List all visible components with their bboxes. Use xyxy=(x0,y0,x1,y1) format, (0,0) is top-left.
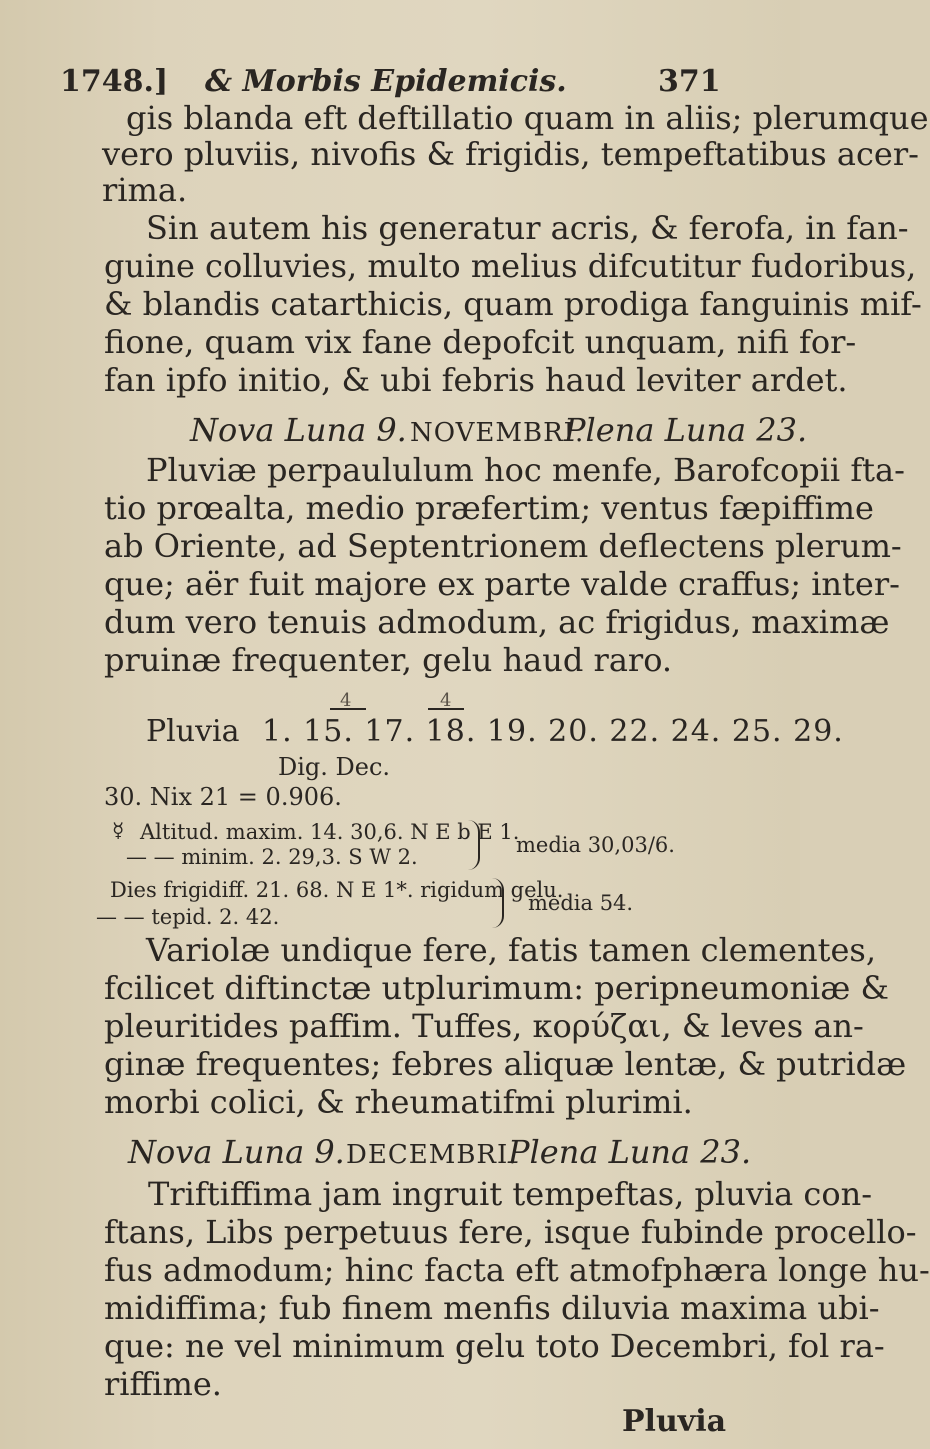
para5-line-1: Triftiffima jam ingruit tempeftas, pluvia con- xyxy=(148,1175,872,1213)
para4-line-5: morbi colici, & rheumatifmi plurimi. xyxy=(104,1083,693,1121)
weather-symbol-line xyxy=(330,708,366,710)
weather-symbol-label: 4 xyxy=(340,690,352,711)
para5-line-6: riffime. xyxy=(104,1365,222,1403)
para4-line-2: fcilicet diftinctæ utplurimum: peripneumoniæ & xyxy=(104,969,890,1007)
dig-dec-label: Dig. Dec. xyxy=(278,753,391,781)
para5-line-3: fus admodum; hinc facta eft atmofphæra longe hu- xyxy=(104,1251,930,1289)
para3-line-5: dum vero tenuis admodum, ac frigidus, maximæ xyxy=(104,603,890,641)
weather-symbol-line xyxy=(428,708,464,710)
para2-line-3: & blandis catarthicis, quam prodiga fanguinis mif- xyxy=(104,285,922,323)
dies-tepid: — — tepid. 2. 42. xyxy=(96,905,280,929)
para5-line-5: que: ne vel minimum gelu toto Decembri, fol ra- xyxy=(104,1327,885,1365)
para4-line-3: pleuritides paffim. Tuffes, κορύζαι, & leves an- xyxy=(104,1007,864,1045)
dies-media: media 54. xyxy=(528,891,634,915)
para5-line-2: ftans, Libs perpetuus fere, isque fubinde procello- xyxy=(104,1213,917,1251)
catchword: Pluvia xyxy=(622,1404,727,1439)
para1-line-2: vero pluviis, nivofis & frigidis, tempeftatibus acer- xyxy=(102,135,919,173)
dec-plena-luna: Plena Luna 23. xyxy=(508,1133,752,1171)
para1-line-1: gis blanda eft deftillatio quam in aliis; plerumque xyxy=(126,99,929,137)
dec-month: DECEMBRI. xyxy=(346,1140,518,1170)
para3-line-3: ab Oriente, ad Septentrionem deflectens plerum- xyxy=(104,527,902,565)
para3-line-1: Pluviæ perpaululum hoc menfe, Barofcopii fta- xyxy=(146,451,905,489)
dies-brace xyxy=(492,878,504,928)
para3-line-6: pruinæ frequenter, gelu haud raro. xyxy=(104,641,673,679)
pluvia-days: 1. 15. 17. 18. 19. 20. 22. 24. 25. 29. xyxy=(262,714,844,749)
para3-line-4: que; aër fuit majore ex parte valde craffus; inter- xyxy=(104,565,900,603)
header-title: & Morbis Epidemicis. xyxy=(205,64,567,99)
barometer-symbol: ☿ xyxy=(112,818,125,842)
dies-frigidiss: Dies frigidiff. 21. 68. N E 1*. rigidum gelu. xyxy=(110,878,564,902)
para2-line-4: fione, quam vix fane depofcit unquam, nifi for- xyxy=(104,323,857,361)
nov-nova-luna: Nova Luna 9. xyxy=(190,411,407,449)
dec-nova-luna: Nova Luna 9. xyxy=(128,1133,345,1171)
altitud-max: Altitud. maxim. 14. 30,6. N E b E 1. xyxy=(140,820,520,844)
header-year: 1748.] xyxy=(60,64,169,99)
nov-plena-luna: Plena Luna 23. xyxy=(564,411,808,449)
page-number: 371 xyxy=(658,64,721,99)
para3-line-2: tio prœalta, medio præfertim; ventus fæpiffime xyxy=(104,489,874,527)
para4-line-1: Variolæ undique fere, fatis tamen clementes, xyxy=(146,931,877,969)
pluvia-label: Pluvia xyxy=(146,714,240,749)
nix-line: 30. Nix 21 = 0.906. xyxy=(104,783,342,811)
para2-line-1: Sin autem his generatur acris, & ferofa, in fan- xyxy=(146,209,909,247)
altitud-media: media 30,03/6. xyxy=(516,833,675,857)
para2-line-5: fan ipfo initio, & ubi febris haud leviter ardet. xyxy=(104,361,848,399)
altitud-brace xyxy=(468,820,480,870)
para4-line-4: ginæ frequentes; febres aliquæ lentæ, & putridæ xyxy=(104,1045,907,1083)
nov-month: NOVEMBRI. xyxy=(410,418,585,448)
para2-line-2: guine colluvies, multo melius difcutitur fudoribus, xyxy=(104,247,917,285)
para5-line-4: midiffima; fub finem menfis diluvia maxima ubi- xyxy=(104,1289,880,1327)
para1-line-3: rima. xyxy=(102,171,188,209)
weather-symbol-label: 4 xyxy=(440,690,452,711)
altitud-min: — — minim. 2. 29,3. S W 2. xyxy=(126,845,418,869)
